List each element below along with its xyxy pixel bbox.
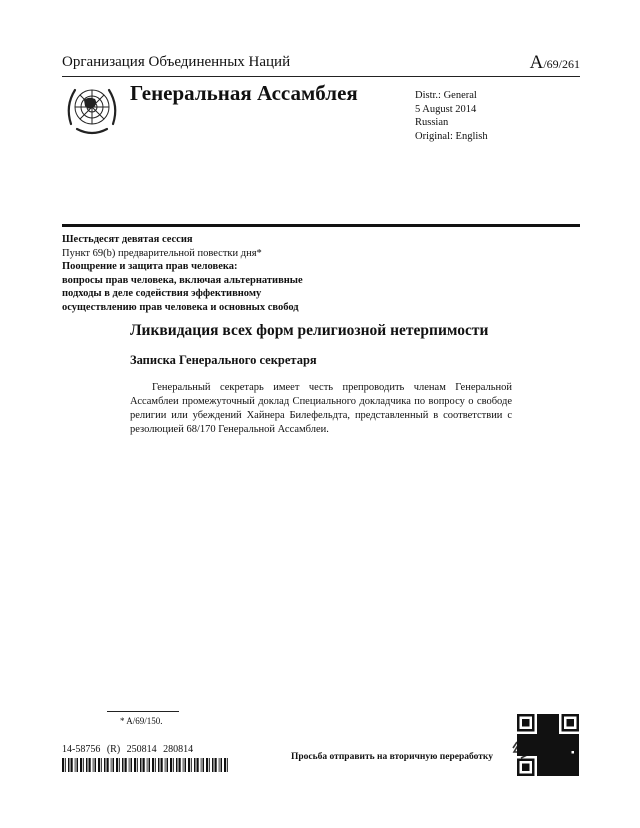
agenda-heading-line: подходы в деле содействия эффективному <box>62 288 262 299</box>
agenda-block <box>62 233 303 314</box>
agenda-item: Пункт 69(b) предварительной повестки дня* <box>62 247 262 259</box>
symbol-prefix: A <box>529 52 544 73</box>
distribution-original: Original: English <box>415 130 488 142</box>
symbol-suffix: /69/261 <box>543 57 580 71</box>
document-symbol <box>530 52 580 74</box>
distribution-block <box>415 89 488 143</box>
agenda-heading-line: вопросы прав человека, включая альтернативные <box>62 274 303 286</box>
section-rule <box>62 224 580 227</box>
distribution-date: 5 August 2014 <box>415 103 477 115</box>
header-rule <box>62 76 580 77</box>
general-assembly-title: Генеральная Ассамблея <box>130 81 358 105</box>
organization-name: Организация Объединенных Наций <box>62 54 291 70</box>
distribution-language: Russian <box>415 117 449 128</box>
agenda-heading-line: осуществлению прав человека и основных свобод <box>62 301 299 313</box>
body-paragraph: Генеральный секретарь имеет честь препроводить членам Генеральной Ассамблеи промежуточный доклад Специального докладчика по вопросу о свободе религии или убеждений Хайнера Билефельдта, представленный в соответствии с резолюцией 68/170 Генеральной Ассамблеи. <box>130 382 512 435</box>
document-number: 14-58756 (R) 250814 280814 <box>62 744 194 755</box>
footnote-rule <box>107 711 179 712</box>
footnote: * A/69/150. <box>120 716 163 726</box>
barcode-icon <box>62 758 230 772</box>
agenda-heading-line: Поощрение и защита прав человека: <box>62 261 238 272</box>
session-name: Шестьдесят девятая сессия <box>62 234 193 245</box>
recycle-note: Просьба отправить на вторичную переработку <box>291 752 493 762</box>
distribution-line: Distr.: General <box>415 90 477 101</box>
document-title: Ликвидация всех форм религиозной нетерпимости <box>130 322 489 339</box>
qr-code-icon <box>517 714 579 776</box>
document-subtitle: Записка Генерального секретаря <box>130 353 317 367</box>
un-emblem-icon <box>62 80 122 140</box>
